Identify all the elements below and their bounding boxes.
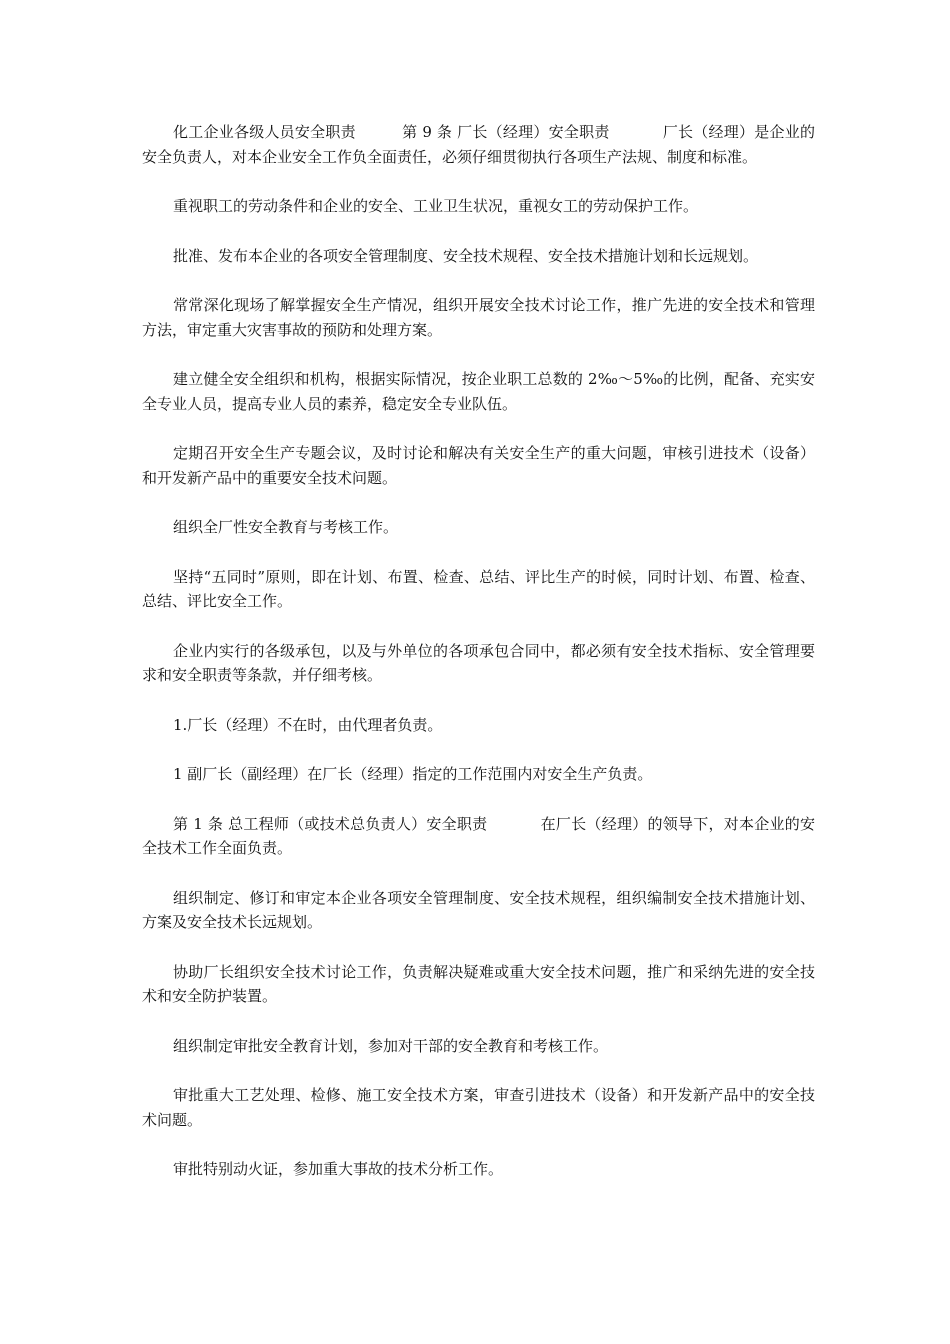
paragraph-intro	[142, 120, 815, 169]
paragraph: 定期召开安全生产专题会议，及时讨论和解决有关安全生产的重大问题，审核引进技术（设备）和开发新产品中的重要安全技术问题。	[142, 444, 815, 487]
paragraph: 批准、发布本企业的各项安全管理制度、安全技术规程、安全技术措施计划和长远规划。	[173, 246, 759, 265]
paragraph: 建立健全安全组织和机构，根据实际情况，按企业职工总数的 2‰～5‰的比例，配备、充实安全专业人员，提高专业人员的素养，稳定安全专业队伍。	[142, 370, 815, 413]
paragraph: 1 副厂长（副经理）在厂长（经理）指定的工作范围内对安全生产负责。	[173, 765, 653, 783]
paragraph: 组织全厂性安全教育与考核工作。	[173, 518, 399, 536]
paragraph: 坚持“五同时”原则，即在计划、布置、检查、总结、评比生产的时候，同时计划、布置、检查、总结、评比安全工作。	[142, 567, 815, 610]
paragraph: 组织制定、修订和审定本企业各项安全管理制度、安全技术规程，组织编制安全技术措施计划、方案及安全技术长远规划。	[142, 888, 815, 931]
document-title: 化工企业各级人员安全职责	[173, 123, 356, 141]
paragraph-text: 厂长（经理）是企业的安全负责人，对本企业安全工作负全面责任，必须仔细贯彻执行各项生产法规、制度和标准。	[142, 123, 815, 166]
paragraph: 常常深化现场了解掌握安全生产情况，组织开展安全技术讨论工作，推广先进的安全技术和管理方法，审定重大灾害事故的预防和处理方案。	[142, 296, 815, 339]
paragraph: 审批重大工艺处理、检修、施工安全技术方案，审查引进技术（设备）和开发新产品中的安全技术问题。	[142, 1086, 815, 1129]
section-heading-1: 第 1 条 总工程师（或技术总负责人）安全职责	[173, 814, 488, 833]
paragraph-text: 在厂长（经理）的领导下，对本企业的安全技术工作全面负责。	[142, 814, 815, 857]
paragraph: 重视职工的劳动条件和企业的安全、工业卫生状况，重视女工的劳动保护工作。	[173, 197, 699, 215]
paragraph: 协助厂长组织安全技术讨论工作，负责解决疑难或重大安全技术问题，推广和采纳先进的安全技术和安全防护装置。	[142, 962, 815, 1005]
section-heading-9: 第 9 条 厂长（经理）安全职责	[401, 123, 610, 141]
paragraph-section-1	[142, 812, 815, 861]
paragraph: 企业内实行的各级承包，以及与外单位的各项承包合同中，都必须有安全技术指标、安全管理要求和安全职责等条款，并仔细考核。	[142, 641, 815, 684]
paragraph: 审批特别动火证，参加重大事故的技术分析工作。	[173, 1160, 504, 1178]
document-body	[142, 120, 815, 1207]
paragraph: 组织制定审批安全教育计划，参加对干部的安全教育和考核工作。	[173, 1036, 609, 1055]
paragraph: 1.厂长（经理）不在时，由代理者负责。	[173, 715, 443, 734]
